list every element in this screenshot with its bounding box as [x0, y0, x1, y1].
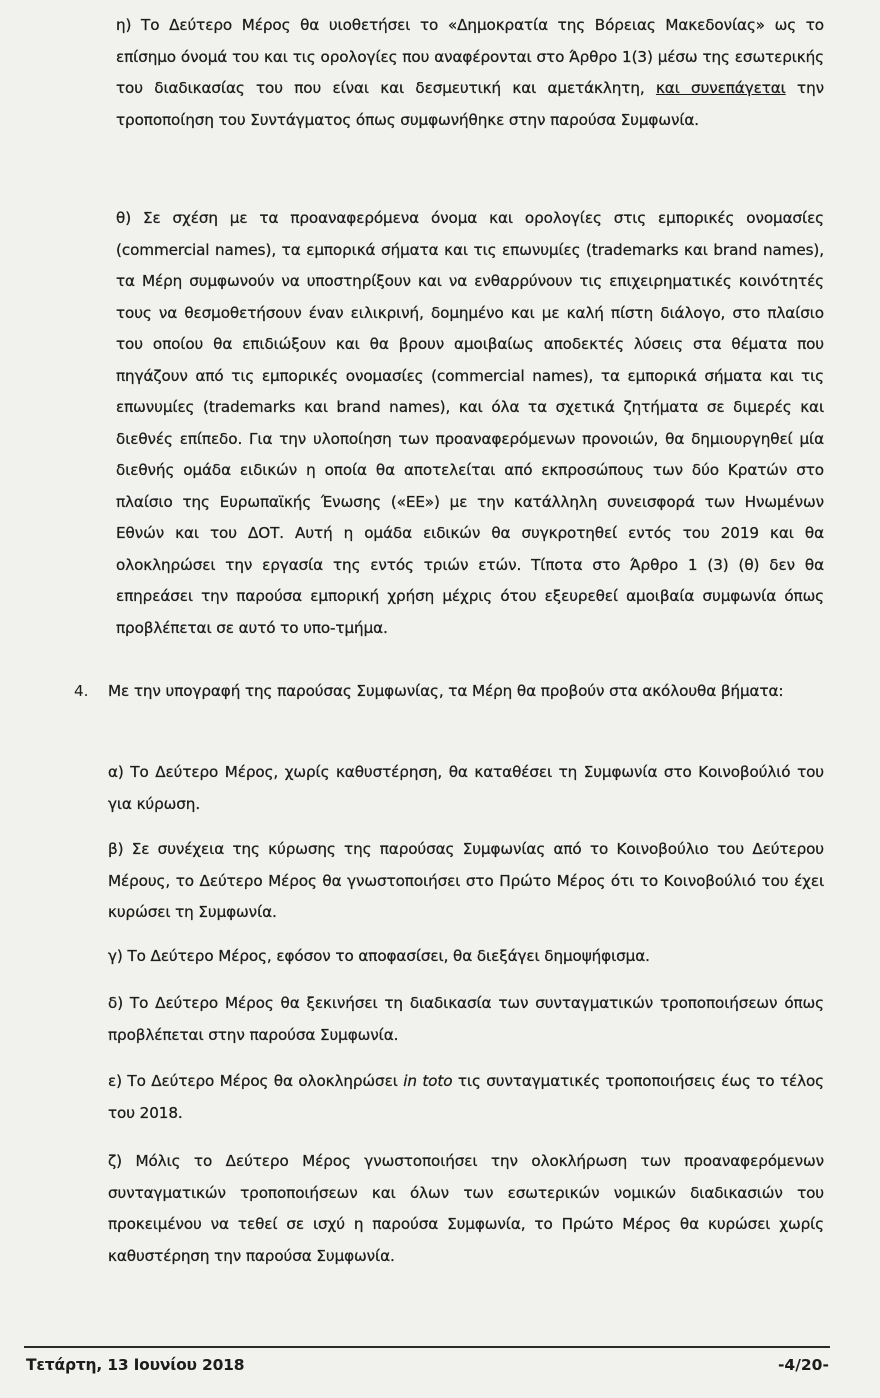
step-epsilon-after: τις συνταγματικές τροποποιήσεις έως το τέλος του 2018. — [108, 1072, 824, 1122]
section-4-intro: Με την υπογραφή της παρούσας Συμφωνίας, τα Μέρη θα προβούν στα ακόλουθα βήματα: — [108, 682, 784, 700]
step-alpha: α) Το Δεύτερο Μέρος, χωρίς καθυστέρηση, θα καταθέσει τη Συμφωνία στο Κοινοβούλιό του για κύρωση. — [108, 763, 824, 813]
step-epsilon — [108, 1066, 824, 1129]
clause-eta-text: η) Το Δεύτερο Μέρος θα υιοθετήσει το «Δημοκρατία της Βόρειας Μακεδονίας» ως το επίσημο όνομά του και τις ορολογίες που αναφέρονται στο Άρθρο 1(3) μέσω της εσωτερικής του διαδικασίας του που είναι και δεσμευτική και αμετάκλητη, — [116, 16, 824, 97]
footer-divider — [24, 1346, 830, 1348]
step-epsilon-before: ε) Το Δεύτερο Μέρος θα ολοκληρώσει — [108, 1072, 404, 1090]
page-number: -4/20- — [778, 1356, 829, 1374]
step-gamma: γ) Το Δεύτερο Μέρος, εφόσον το αποφασίσει, θα διεξάγει δημοψήφισμα. — [108, 947, 650, 965]
clause-eta — [116, 10, 824, 136]
clause-eta-text-end: την τροποποίηση του Συντάγματος όπως συμφωνήθηκε στην παρούσα Συμφωνία. — [116, 79, 824, 129]
clause-theta: θ) Σε σχέση με τα προαναφερόμενα όνομα και ορολογίες στις εμπορικές ονομασίες (commercial names), τα εμπορικά σήματα και τις επωνυμίες (trademarks και brand names), τα Μέρη συμφωνούν να υποστηρίξουν και να ενθαρρύνουν τις επιχειρηματικές κοινότητές τους να θεσμοθετήσουν έναν ειλικρινή, δομημένο και με καλή πίστη διάλογο, στο πλαίσιο του οποίου θα επιδιώξουν και θα βρουν αμοιβαίως αποδεκτές λύσεις στα θέματα που πηγάζουν από τις εμπορικές ονομασίες (commercial names), τα εμπορικά σήματα και τις επωνυμίες (trademarks και brand names), και όλα τα σχετικά ζητήματα σε διμερές και διεθνές επίπεδο. Για την υλοποίηση των προαναφερόμενων προνοιών, θα δημιουργηθεί μία διεθνής ομάδα ειδικών η οποία θα αποτελείται από εκπροσώπους των δύο Κρατών στο πλαίσιο της Ευρωπαϊκής Ένωσης («ΕΕ») με την κατάλληλη συνεισφορά των Ηνωμένων Εθνών και του ΔΟΤ. Αυτή η ομάδα ειδικών θα συγκροτηθεί εντός του 2019 και θα ολοκληρώσει την εργασία της εντός τριών ετών. Τίποτα στο Άρθρο 1 (3) (θ) δεν θα επηρεάσει την παρούσα εμπορική χρήση μέχρις ότου εξευρεθεί αμοιβαία συμφωνία όπως προβλέπεται σε αυτό το υπο-τμήμα. — [116, 209, 824, 637]
step-epsilon-italic: in toto — [403, 1072, 453, 1090]
step-delta: δ) Το Δεύτερο Μέρος θα ξεκινήσει τη διαδικασία των συνταγματικών τροποποιήσεων όπως προβλέπεται στην παρούσα Συμφωνία. — [108, 994, 824, 1044]
section-4-number: 4. — [74, 682, 89, 700]
footer-date: Τετάρτη, 13 Ιουνίου 2018 — [26, 1356, 245, 1374]
clause-eta-underlined: και συνεπάγεται — [655, 79, 786, 97]
step-zeta: ζ) Μόλις το Δεύτερο Μέρος γνωστοποιήσει την ολοκλήρωση των προαναφερόμενων συνταγματικών τροποποιήσεων και όλων των εσωτερικών νομικών διαδικασιών του προκειμένου να τεθεί σε ισχύ η παρούσα Συμφωνία, το Πρώτο Μέρος θα κυρώσει χωρίς καθυστέρηση την παρούσα Συμφωνία. — [108, 1152, 824, 1265]
step-beta: β) Σε συνέχεια της κύρωσης της παρούσας Συμφωνίας από το Κοινοβούλιο του Δεύτερου Μέρους, το Δεύτερο Μέρος θα γνωστοποιήσει στο Πρώτο Μέρος ότι το Κοινοβούλιό του έχει κυρώσει τη Συμφωνία. — [108, 840, 824, 921]
